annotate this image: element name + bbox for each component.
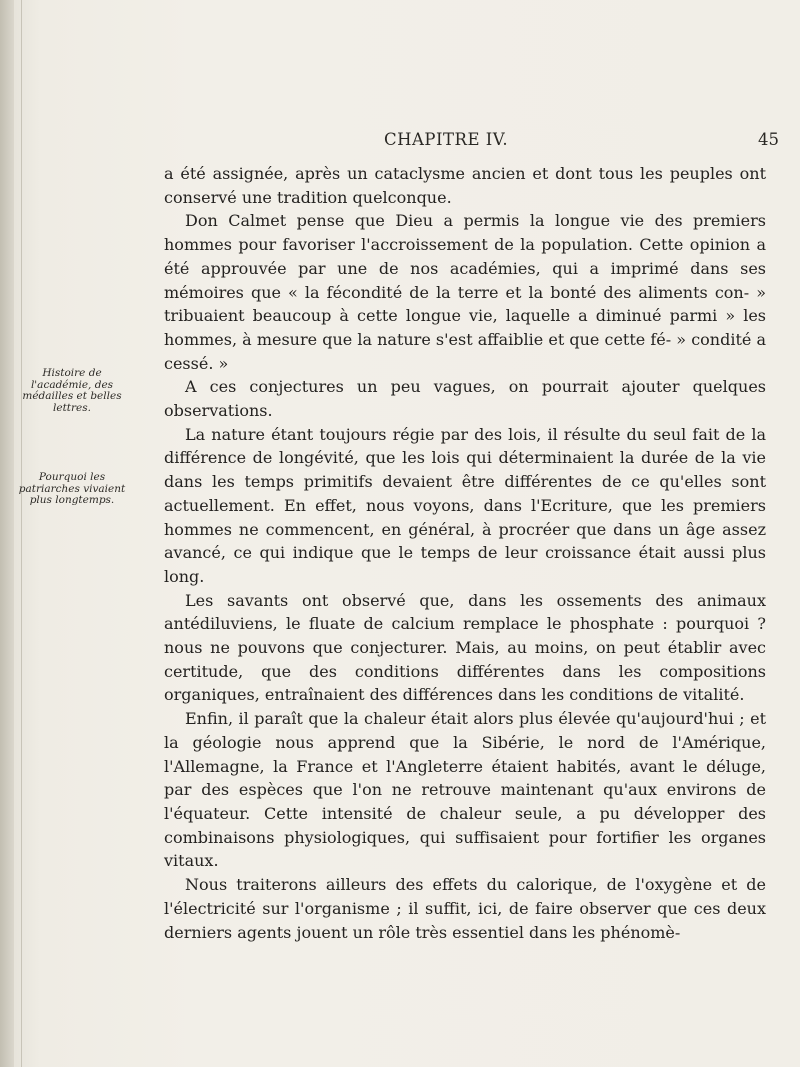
paragraph: Don Calmet pense que Dieu a permis la longue vie des premiers hommes pour favoriser l'accroissement de la population. Cette opinion a été approuvée par une de nos académies, qui a imprimé dans ses mémoires que « la fécondité de la terre et la bonté des aliments con- » tribuaient beaucoup à cette longue vie, laquelle a diminué parmi » les hommes, à mesure que la nature s'est affaiblie et que cette fé- » condité a cessé. » <box>164 211 766 373</box>
gutter-line <box>21 0 22 1067</box>
margin-note-patriarches: Pourquoi les patriarches vivaient plus longtemps. <box>18 471 126 506</box>
paragraph: Enfin, il paraît que la chaleur était alors plus élevée qu'aujourd'hui ; et la géologie nous apprend que la Sibérie, le nord de l'Amérique, l'Allemagne, la France et l'Angleterre étaient habités, avant le déluge, par des espèces que l'on ne retrouve maintenant qu'aux environs de l'équateur. Cette intensité de chaleur seule, a pu développer des combinaisons physiologiques, qui suffisaient pour fortifier les organes vitaux. <box>164 709 766 871</box>
page-spine-shadow <box>0 0 14 1067</box>
running-header <box>0 130 800 154</box>
paragraph: La nature étant toujours régie par des lois, il résulte du seul fait de la différence de longévité, que les lois qui déterminaient la durée de la vie dans les temps primitifs devaient être différentes de ce qu'elles sont actuellement. En effet, nous voyons, dans l'Ecriture, que les premiers hommes ne commencent, en général, à procréer que dans un âge assez avancé, ce qui indique que le temps de leur croissance était aussi plus long. <box>164 424 766 586</box>
paragraph: Nous traiterons ailleurs des effets du calorique, de l'oxygène et de l'électricité sur l'organisme ; il suffit, ici, de faire observer que ces deux derniers agents jouent un rôle très essentiel dans les phénomè- <box>164 875 766 942</box>
paragraph: A ces conjectures un peu vagues, on pourrait ajouter quelques observations. <box>164 377 766 421</box>
margin-note-academie: Histoire de l'académie, des médailles et belles lettres. <box>22 367 122 414</box>
paragraph: a été assignée, après un cataclysme ancien et dont tous les peuples ont conservé une tradition quelconque. <box>164 164 766 207</box>
paragraph: Les savants ont observé que, dans les ossements des animaux antédiluviens, le fluate de calcium remplace le phosphate : pourquoi ? nous ne pouvons que conjecturer. Mais, au moins, on peut établir avec certitude, que des conditions différentes dans les compositions organiques, entraînaient des différences dans les conditions de vitalité. <box>164 590 766 705</box>
body-text <box>164 162 766 944</box>
page-number: 45 <box>758 130 779 149</box>
chapter-title: CHAPITRE IV. <box>384 130 509 149</box>
